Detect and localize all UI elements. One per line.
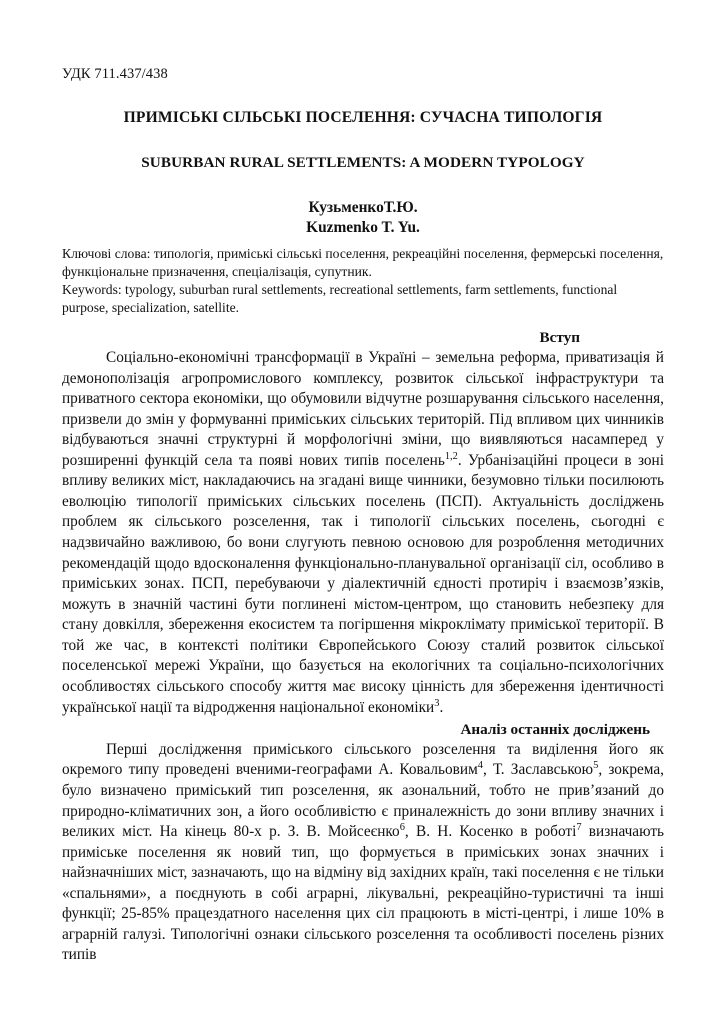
udk-code: УДК 711.437/438 — [62, 66, 168, 82]
reference-marker-7: 7 — [576, 821, 582, 833]
analysis-text-part4: , В. Н. Косенко в роботі — [404, 823, 577, 841]
page-title-ukrainian: ПРИМІСЬКІ СІЛЬСЬКІ ПОСЕЛЕННЯ: СУЧАСНА ТИПОЛОГІЯ — [123, 109, 603, 127]
reference-marker-4: 4 — [477, 760, 483, 772]
reference-marker-3: 3 — [434, 697, 440, 709]
analysis-text-part5: визначають приміське поселення як новий тип, що формується в приміських зонах значних і найзначніших міст, зазначають, що на відміну від західних країн, такі поселення є не тільки «спальнями», а поєднують в собі аграрні, лікувальні, рекреаційно-туристичні та інші функції; 25-85% працездатного населення цих сіл працюють в місті-центрі, і лише 10% в аграрній галузі. Типологічні ознаки сільського розселення та особливості поселень різних типів — [62, 823, 664, 964]
analysis-text-part1: Перші дослідження приміського сільського розселення та виділення його як окремого типу проведені вченими-географами А. Ковальовим — [62, 740, 664, 779]
intro-text-part3: . — [439, 698, 444, 716]
author-name-ukrainian: КузьменкоТ.Ю. — [308, 198, 418, 216]
reference-marker-6: 6 — [399, 821, 405, 833]
reference-marker-1-2: 1,2 — [444, 450, 458, 462]
paragraph-introduction — [62, 348, 664, 718]
analysis-text-part2: , Т. Заславською — [482, 761, 594, 779]
keywords-block — [62, 245, 664, 317]
page-content — [62, 0, 664, 966]
section-heading-analysis: Аналіз останніх досліджень — [460, 721, 650, 739]
author-name-english: Kuzmenko T. Yu. — [306, 218, 420, 236]
intro-text-part2: . Урбанізаційні процеси в зоні впливу великих міст, накладаючись на згадані вище чинники, безумовно тільки посилюють еволюцію типології приміських сільських поселень (ПСП). Актуальність досліджень проблем як сільського розселення, так і типології сільських поселень, сьогодні є надзвичайно важливою, бо вони слугують певною основою для розроблення методичних рекомендацій щодо вдосконалення функціонально-планувальної організації сіл, особливо в приміських зонах. ПСП, перебуваючи у діалектичній єдності протиріч і взаємозв’язків, можуть в значній частині бути поглинені містом-центром, що становить небезпеку для стану довкілля, збереження екосистем та погіршення мікроклімату приміської території. В той же час, в контексті політики Європейського Союзу сталий розвиток сільської поселенської мережі України, що базується на екологічних та соціально-психологічних особливостях сільського способу життя має високу цінність для збереження ідентичності української нації та відродження національної економіки — [62, 451, 664, 716]
intro-text-part1: Соціально-економічні трансформації в Україні – земельна реформа, приватизація й демонополізація агропромислового комплексу, розвиток сільської інфраструктури та приватного сектора економіки, що обумовили відчутне розшарування сільського населення, призвели до змін у формуванні приміських сільських територій. Під впливом цих чинників відбуваються значні структурні й морфологічні зміни, що виявляються насамперед у розширенні функцій села та появі нових типів поселень — [62, 348, 664, 469]
section-heading-introduction: Вступ — [539, 329, 580, 347]
keywords-ukrainian: Ключові слова: типологія, приміські сільські поселення, рекреаційні поселення, фермерські поселення, функціональне призначення, спеціалізація, супутник. — [62, 246, 664, 280]
paragraph-analysis — [62, 740, 664, 966]
page-title-english: SUBURBAN RURAL SETTLEMENTS: A MODERN TYPOLOGY — [141, 153, 585, 171]
reference-marker-5: 5 — [593, 760, 599, 772]
analysis-text-part3: , зокрема, було визначено приміський тип розселення, як азональний, тобто не прив’язаний до природно-кліматичних зон, а його особливістю є приналежність до зони впливу значних і великих міст. На кінець 80-х р. З. В. Мойсеєнко — [62, 761, 664, 841]
keywords-english: Keywords: typology, suburban rural settlements, recreational settlements, farm settlements, functional purpose, specialization, satellite. — [62, 282, 618, 316]
